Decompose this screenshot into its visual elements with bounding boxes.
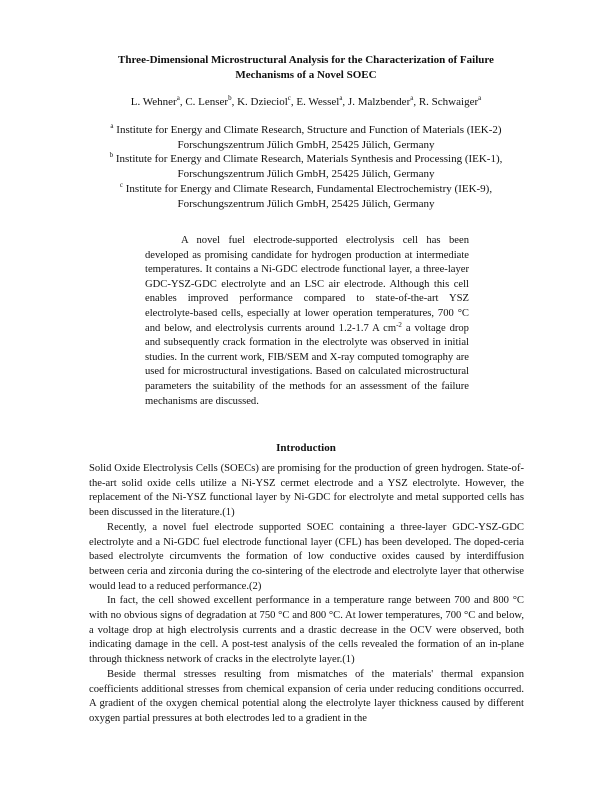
paragraph: Beside thermal stresses resulting from mismatches of the materials' thermal expansion coefficients additional stresses from chemical expansion of ceria under reducing conditions occurred. A gradient of the oxygen chemical potential along the electrolyte layer thickness caused by different oxygen partial pressures at both electrodes led to a gradient in the	[89, 668, 524, 724]
affiliation-b: $^b$ Institute for Energy and Climate Research, Materials Synthesis and Processing (IEK-1), Forschungszentrum Jülich GmbH, 25425 Jülich, Germany	[109, 151, 503, 181]
title-line-2: Mechanisms of a Novel SOEC	[235, 69, 377, 81]
paragraph: Solid Oxide Electrolysis Cells (SOECs) are promising for the production of green hydrogen. State-of-the-art solid oxide cells utilize a Ni-YSZ cermet electrode and a YSZ electrolyte. However, the replacement of the Ni-YSZ functional layer by Ni-GDC for electrolyte and metal supported cells has been discussed in the literature.(1)	[89, 463, 524, 519]
affiliation-a: $^a$ Institute for Energy and Climate Research, Structure and Function of Materials (IEK-2) Forschungszentrum Jülich GmbH, 25425 Jülich, Germany	[110, 122, 502, 151]
paragraph: In fact, the cell showed excellent performance in a temperature range between 700 and 800 °C with no obvious signs of degradation at 750 °C and 800 °C. At lower temperatures, 700 °C and below, a voltage drop at high electrolysis currents and a drastic decrease in the OCV were observed, both indicating damage in the cell. A post-test analysis of the cells revealed the formation of an in-plane through thickness network of cracks in the electrolyte layer.(1)	[89, 595, 524, 666]
author-list	[60, 95, 552, 109]
author: E. Wessel$^a$,	[296, 94, 348, 108]
paragraph: Recently, a novel fuel electrode supported SOEC containing a three-layer GDC-YSZ-GDC electrolyte and a Ni-GDC fuel electrode functional layer (CFL) has been developed. The doped-ceria based electrolyte circumvents the formation of low conductive oxides caused by interdiffusion between ceria and zirconia during the co-sintering of the electrode and electrolyte layer that otherwise would lead to a reduced performance.(2)	[89, 521, 524, 592]
author: K. Dzieciol$^c$,	[237, 94, 297, 108]
paper-title	[90, 53, 522, 83]
author: C. Lenser$^b$,	[185, 94, 238, 108]
author: J. Malzbender$^a$,	[347, 94, 419, 108]
author: R. Schwaiger$^a$	[418, 94, 482, 108]
affiliation-c: $^c$ Institute for Energy and Climate Research, Fundamental Electrochemistry (IEK-9), Forschungszentrum Jülich GmbH, 25425 Jülich, Germany	[119, 180, 493, 210]
author: L. Wehner$^a$,	[130, 94, 186, 108]
title-line-1: Three-Dimensional Microstructural Analysis for the Characterization of Failure	[118, 54, 494, 66]
introduction-body	[89, 462, 524, 727]
affiliation-list	[60, 123, 552, 211]
section-heading-introduction: Introduction	[276, 442, 336, 454]
abstract: A novel fuel electrode-supported electrolysis cell has been developed as promising candidate for hydrogen production at intermediate temperatures. It contains a Ni-GDC electrode functional layer, a three-layer GDC-YSZ-GDC electrolyte and an LSC air electrode. Although this cell enables improved performance compared to state-of-the-art YSZ electrolyte-based cells, especially at lower operation temperatures, 700 °C and below, and electrolysis currents around 1.2-1.7 A $cm^{-2}$ a voltage drop and subsequently crack formation in the electrolyte was observed in initial studies. In the current work, FIB/SEM and X-ray computed tomography are used for microstructural investigations. Based on calculated microstructural parameters the suitability of the methods for an assessment of the failure mechanisms are discussed.	[145, 235, 469, 407]
